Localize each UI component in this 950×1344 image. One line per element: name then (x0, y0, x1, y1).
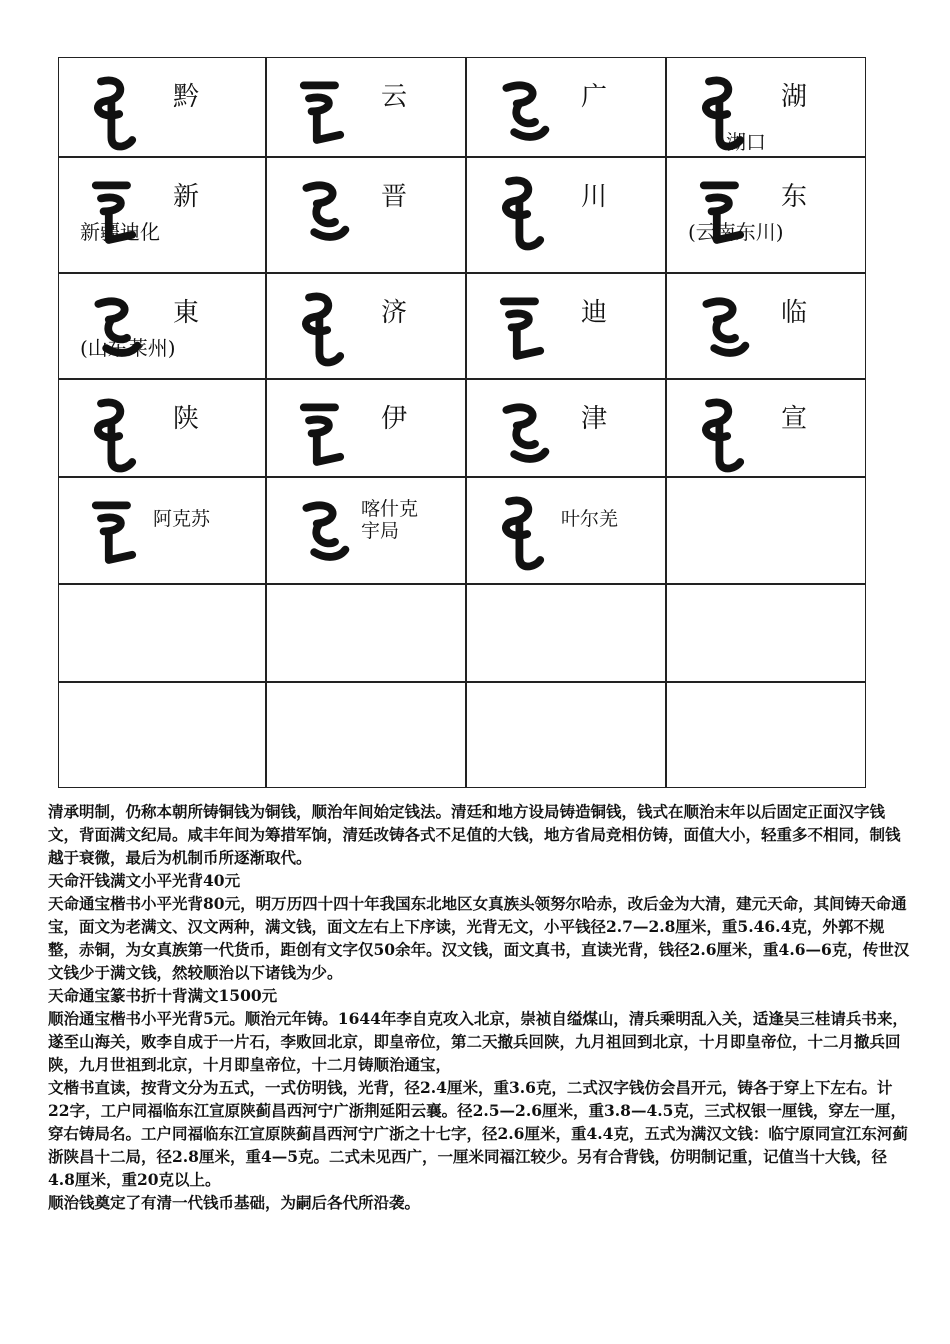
mint-cell (706, 298, 807, 353)
mint-cell (504, 298, 607, 356)
mint-cell (80, 182, 199, 244)
manchu-mint-glyph (304, 407, 340, 462)
mint-cell (98, 80, 199, 146)
mint-name: 宇局 (361, 520, 400, 542)
manchu-mint-glyph (304, 85, 340, 140)
mint-note: 湖口 (726, 130, 766, 154)
mint-name: 阿克苏 (153, 508, 211, 530)
mint-name: 津 (581, 404, 608, 434)
manchu-mint-glyph (706, 301, 745, 353)
mint-cell (706, 402, 807, 468)
mint-cell (506, 82, 607, 137)
mint-cell (506, 404, 607, 459)
manchu-mint-glyph (506, 407, 545, 459)
paragraph: 顺治通宝楷书小平光背5元。顺治元年铸。1644年李自克攻入北京，崇祯自缢煤山，清兵乘明乱入关，适逢吴三桂请兵书来，遂至山海关，败李自成于一片石，李败回北京，即皇帝位，第二天撤兵回陕，九月祖回到北京，十月即皇帝位，十二月撤兵回陕，九月世祖到北京，十月即皇帝位，十二月铸顺治通宝， (48, 1009, 908, 1074)
mint-name: 云 (381, 82, 408, 112)
manchu-mint-glyph (506, 85, 545, 137)
mint-mark-table (58, 57, 866, 788)
mint-cell (306, 296, 407, 362)
manchu-mint-glyph (98, 402, 132, 468)
paragraph: 天命通宝篆书折十背满文1500元 (48, 986, 278, 1005)
mint-name: 宣 (781, 404, 808, 434)
manchu-mint-glyph (96, 505, 132, 560)
mint-cell (98, 402, 199, 468)
mint-name: 叶尔羌 (561, 508, 619, 530)
mint-cell (506, 500, 618, 566)
manchu-mint-glyph (306, 185, 345, 237)
manchu-mint-glyph (706, 402, 740, 468)
mint-name: 济 (381, 298, 408, 328)
manchu-mint-glyph (306, 505, 345, 557)
mint-cell (96, 505, 211, 560)
manchu-mint-glyph (506, 180, 540, 246)
mint-name: 临 (781, 298, 808, 328)
mint-name: 新 (173, 182, 200, 212)
mint-note: 新疆迪化 (80, 220, 160, 244)
paragraph: 顺治钱奠定了有清一代钱币基础，为嗣后各代所沿袭。 (48, 1193, 421, 1212)
mint-name: 黔 (173, 82, 200, 112)
mint-name: 伊 (381, 404, 408, 434)
mint-cell (706, 80, 807, 154)
mint-name: 湖 (781, 82, 808, 112)
mint-cell (304, 404, 407, 462)
mint-name: 川 (581, 182, 608, 212)
manchu-mint-glyph (504, 301, 540, 356)
paragraph: 文楷书直读，按背文分为五式，一式仿明钱，光背，径2.4厘米，重3.6克，二式汉字钱仿会昌开元，铸各于穿上下左右。计22字，工户同福临东江宣原陕蓟昌西河宁广浙荆延阳云襄。径2.5—2.6厘米，重3.8—4.5克，三式权银一厘钱，穿左一厘，穿右铸局名。工户同福临东江宣原陕蓟昌西河宁广浙之十七字，径2.6厘米，重4.4克，五式为满汉文钱：临宁原同宣江东河蓟浙陕昌十二局，径2.8厘米，重4—5克。二式未见西广，一厘米同福江较少。另有合背钱，仿明制记重，记值当十大钱，径4.8厘米，重20克以上。 (48, 1078, 908, 1189)
manchu-mint-glyph (506, 500, 540, 566)
mint-name: 东 (781, 182, 808, 212)
mint-cell (688, 182, 807, 244)
mint-note: (云南东川) (688, 220, 784, 244)
paragraph: 天命通宝楷书小平光背80元，明万历四十四十年我国东北地区女真族头领努尔哈赤，改后金为大清，建元天命，其间铸天命通宝，面文为老满文、汉文两种，满文钱，面文左右上下序读，光背无文，小平钱径2.7—2.8厘米，重5.46.4克，外郭不规整，赤铜，为女真族第一代货币，距创有文字仅50余年。汉文钱，面文真书，直读光背，钱径2.6厘米，重4.6—6克，传世汉文钱少于满文钱，然较顺治以下诸钱为少。 (48, 894, 910, 982)
mint-name: 東 (173, 298, 200, 328)
mint-name: 喀什克 (361, 498, 419, 520)
manchu-mint-glyph (98, 80, 132, 146)
mint-name: 迪 (581, 298, 608, 328)
manchu-mint-glyph (306, 296, 340, 362)
paragraph: 清承明制，仍称本朝所铸铜钱为铜钱，顺治年间始定钱法。清廷和地方设局铸造铜钱，钱式在顺治末年以后固定正面汉字钱文，背面满文纪局。咸丰年间为筹措军饷，清廷改铸各式不足值的大钱，地方省局竞相仿铸，面值大小，轻重多不相同，制钱越于衰微，最后为机制币所逐渐取代。 (48, 802, 901, 867)
mint-name: 广 (581, 82, 608, 112)
mint-note: (山东莱州) (80, 336, 176, 360)
mint-cell (306, 498, 418, 557)
mint-cell (80, 298, 199, 360)
mint-name: 晋 (381, 182, 408, 212)
article-text (48, 800, 913, 1214)
paragraph: 天命汗钱满文小平光背40元 (48, 871, 241, 890)
mint-cell (506, 180, 607, 246)
mint-cell (306, 182, 407, 237)
mint-name: 陕 (173, 404, 200, 434)
mint-cell (304, 82, 407, 140)
